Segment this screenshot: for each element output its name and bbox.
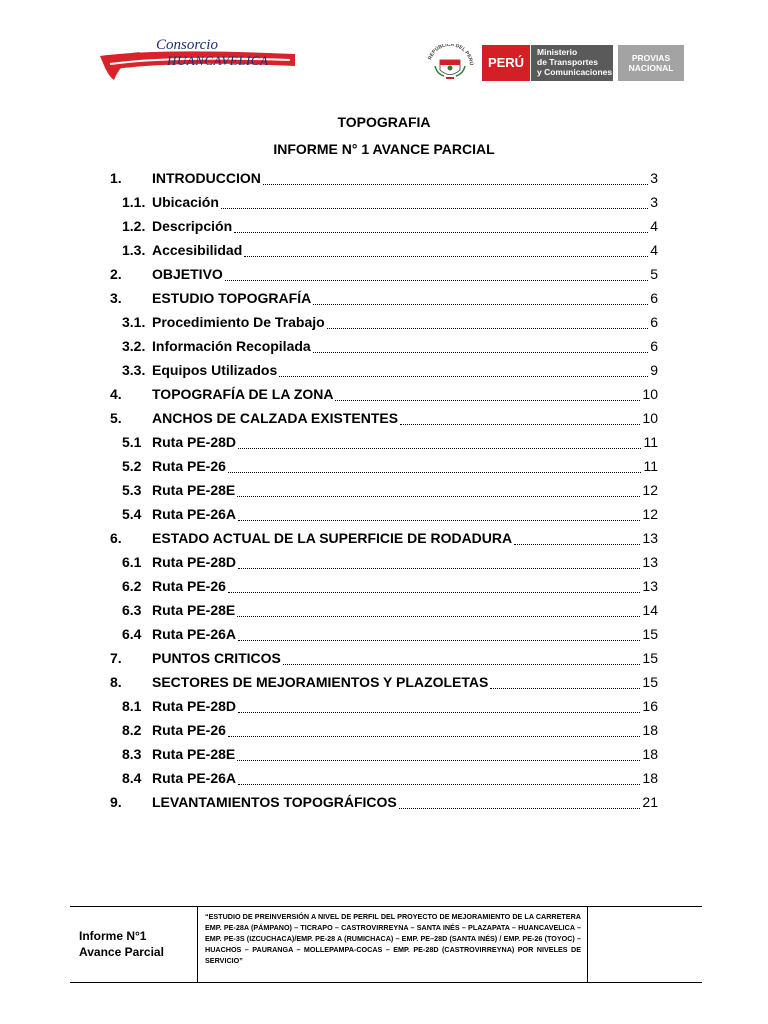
toc-entry-page: 6 bbox=[650, 290, 658, 306]
toc-entry-number: 6.1 bbox=[122, 554, 142, 570]
toc-leader-dots bbox=[238, 510, 640, 521]
toc-leader-dots bbox=[238, 558, 640, 569]
toc-leader-dots bbox=[514, 534, 640, 545]
toc-entry-label: Ruta PE-26A bbox=[152, 770, 237, 786]
toc-entry-page: 13 bbox=[642, 554, 658, 570]
toc-entry-page: 6 bbox=[650, 314, 658, 330]
toc-leader-dots bbox=[221, 198, 648, 209]
toc-leader-dots bbox=[283, 654, 641, 665]
toc-entry[interactable] bbox=[110, 166, 658, 190]
toc-entry-page: 15 bbox=[642, 674, 658, 690]
toc-leader-dots bbox=[263, 174, 648, 185]
toc-entry[interactable] bbox=[110, 694, 658, 718]
logo-text-bottom: HUANCAVELICA bbox=[167, 53, 269, 68]
toc-entry-label: SECTORES DE MEJORAMIENTOS Y PLAZOLETAS bbox=[152, 674, 489, 690]
footer-project-description: “ESTUDIO DE PREINVERSIÓN A NIVEL DE PERFIL DEL PROYECTO DE MEJORAMIENTO DE LA CARRETERA EMP. PE-28A (PÁMPANO) – TICRAPO – CASTROVIRREYNA – SANTA INÉS – PLAZAPATA – HUANCAVELICA – EMP. PE-3S (IZCUCHACA)/EMP. PE-28 A (RUMICHACA) – EMP. PE–28D (SANTA INÉS) / EMP. PE-26 (TOYOC) – HUACHOS – PAURANGA – MOLLEPAMPA-COCAS – EMP. PE-28D (CASTROVIRREYNA) POR NIVELES DE SERVICIO” bbox=[199, 907, 588, 982]
toc-leader-dots bbox=[238, 702, 640, 713]
toc-entry[interactable] bbox=[110, 406, 658, 430]
toc-entry[interactable] bbox=[110, 766, 658, 790]
toc-entry-page: 3 bbox=[650, 194, 658, 210]
toc-entry-page: 4 bbox=[650, 218, 658, 234]
toc-entry-page: 4 bbox=[650, 242, 658, 258]
toc-entry-label: Ruta PE-28D bbox=[152, 434, 237, 450]
toc-entry[interactable] bbox=[110, 718, 658, 742]
toc-entry-label: TOPOGRAFÍA DE LA ZONA bbox=[152, 386, 334, 402]
toc-entry-label: INTRODUCCION bbox=[152, 170, 261, 186]
toc-entry-page: 18 bbox=[642, 770, 658, 786]
toc-entry-page: 12 bbox=[642, 482, 658, 498]
toc-entry-label: LEVANTAMIENTOS TOPOGRÁFICOS bbox=[152, 794, 397, 810]
toc-leader-dots bbox=[238, 774, 640, 785]
svg-text:REPÚBLICA DEL PERÚ: REPÚBLICA DEL PERÚ bbox=[427, 44, 475, 66]
toc-entry-page: 6 bbox=[650, 338, 658, 354]
toc-entry-label: Procedimiento De Trabajo bbox=[152, 314, 325, 330]
toc-entry-page: 14 bbox=[642, 602, 658, 618]
toc-entry-number: 1. bbox=[110, 170, 122, 186]
toc-entry-label: Descripción bbox=[152, 218, 233, 234]
toc-entry-page: 9 bbox=[650, 362, 658, 378]
toc-entry[interactable] bbox=[110, 526, 658, 550]
toc-entry-label: Ruta PE-28D bbox=[152, 698, 237, 714]
toc-entry-number: 8. bbox=[110, 674, 122, 690]
toc-leader-dots bbox=[335, 390, 640, 401]
toc-entry-label: ANCHOS DE CALZADA EXISTENTES bbox=[152, 410, 399, 426]
toc-entry-number: 5.2 bbox=[122, 458, 142, 474]
toc-entry-page: 15 bbox=[642, 626, 658, 642]
logo-text-top: Consorcio bbox=[156, 37, 218, 53]
toc-leader-dots bbox=[225, 270, 648, 281]
toc-entry-page: 5 bbox=[650, 266, 658, 282]
toc-leader-dots bbox=[400, 414, 640, 425]
toc-entry-label: Ruta PE-26 bbox=[152, 578, 226, 594]
toc-leader-dots bbox=[238, 630, 640, 641]
toc-entry[interactable] bbox=[110, 334, 658, 358]
toc-entry-page: 18 bbox=[642, 746, 658, 762]
toc-entry[interactable] bbox=[110, 742, 658, 766]
toc-entry-label: Ubicación bbox=[152, 194, 219, 210]
toc-entry[interactable] bbox=[110, 670, 658, 694]
toc-entry-number: 6.4 bbox=[122, 626, 142, 642]
ministry-badge: Ministerio de Transportes y Comunicaciones bbox=[531, 45, 613, 81]
toc-entry-number: 3. bbox=[110, 290, 122, 306]
toc-entry-number: 1.3. bbox=[122, 242, 146, 258]
toc-entry-number: 8.2 bbox=[122, 722, 142, 738]
toc-entry-number: 8.4 bbox=[122, 770, 142, 786]
toc-entry-number: 4. bbox=[110, 386, 122, 402]
toc-entry[interactable] bbox=[110, 214, 658, 238]
peru-badge: PERÚ bbox=[482, 45, 530, 81]
toc-entry-page: 18 bbox=[642, 722, 658, 738]
toc-entry[interactable] bbox=[110, 790, 658, 814]
toc-entry[interactable] bbox=[110, 430, 658, 454]
toc-entry[interactable] bbox=[110, 358, 658, 382]
toc-leader-dots bbox=[234, 222, 648, 233]
toc-entry-page: 15 bbox=[642, 650, 658, 666]
toc-entry-page: 13 bbox=[642, 578, 658, 594]
toc-entry[interactable] bbox=[110, 622, 658, 646]
toc-entry-label: Ruta PE-26A bbox=[152, 626, 237, 642]
toc-entry-page: 12 bbox=[642, 506, 658, 522]
toc-entry-page: 10 bbox=[642, 410, 658, 426]
toc-entry[interactable] bbox=[110, 574, 658, 598]
toc-entry-page: 11 bbox=[643, 434, 658, 450]
toc-entry-label: PUNTOS CRITICOS bbox=[152, 650, 281, 666]
toc-entry-number: 6. bbox=[110, 530, 122, 546]
toc-leader-dots bbox=[399, 798, 641, 809]
toc-entry-number: 9. bbox=[110, 794, 122, 810]
toc-leader-dots bbox=[279, 366, 648, 377]
toc-entry-label: OBJETIVO bbox=[152, 266, 223, 282]
toc-entry-page: 21 bbox=[642, 794, 658, 810]
toc-entry-page: 11 bbox=[643, 458, 658, 474]
toc-entry-page: 10 bbox=[642, 386, 658, 402]
toc-leader-dots bbox=[237, 486, 640, 497]
toc-entry[interactable] bbox=[110, 382, 658, 406]
toc-entry-label: Ruta PE-28E bbox=[152, 746, 236, 762]
toc-leader-dots bbox=[313, 294, 648, 305]
toc-leader-dots bbox=[237, 606, 640, 617]
page-footer bbox=[70, 906, 702, 983]
toc-entry-label: Información Recopilada bbox=[152, 338, 311, 354]
toc-entry-number: 3.3. bbox=[122, 362, 146, 378]
toc-entry[interactable] bbox=[110, 478, 658, 502]
toc-entry-number: 5.4 bbox=[122, 506, 142, 522]
toc-entry-page: 13 bbox=[642, 530, 658, 546]
toc-entry-label: Accesibilidad bbox=[152, 242, 243, 258]
toc-entry[interactable] bbox=[110, 502, 658, 526]
toc-entry[interactable] bbox=[110, 454, 658, 478]
toc-leader-dots bbox=[238, 438, 641, 449]
toc-entry-number: 5.1 bbox=[122, 434, 142, 450]
toc-entry-label: ESTUDIO TOPOGRAFÍA bbox=[152, 290, 312, 306]
table-of-contents bbox=[110, 166, 658, 814]
toc-entry-number: 3.1. bbox=[122, 314, 146, 330]
toc-entry[interactable] bbox=[110, 190, 658, 214]
toc-entry-label: Equipos Utilizados bbox=[152, 362, 278, 378]
toc-entry-label: Ruta PE-28E bbox=[152, 602, 236, 618]
toc-entry-number: 7. bbox=[110, 650, 122, 666]
toc-entry-number: 6.2 bbox=[122, 578, 142, 594]
toc-entry[interactable] bbox=[110, 238, 658, 262]
toc-entry-page: 16 bbox=[642, 698, 658, 714]
toc-entry-number: 6.3 bbox=[122, 602, 142, 618]
toc-entry-number: 2. bbox=[110, 266, 122, 282]
toc-entry-label: Ruta PE-26 bbox=[152, 722, 226, 738]
toc-entry-number: 8.1 bbox=[122, 698, 142, 714]
toc-leader-dots bbox=[490, 678, 640, 689]
toc-entry-label: Ruta PE-28E bbox=[152, 482, 236, 498]
toc-leader-dots bbox=[228, 726, 641, 737]
toc-entry-number: 3.2. bbox=[122, 338, 146, 354]
toc-entry-number: 8.3 bbox=[122, 746, 142, 762]
toc-entry-number: 1.1. bbox=[122, 194, 146, 210]
toc-leader-dots bbox=[228, 582, 641, 593]
toc-entry-label: ESTADO ACTUAL DE LA SUPERFICIE DE RODADURA bbox=[152, 530, 513, 546]
consorcio-logo bbox=[100, 34, 295, 86]
toc-leader-dots bbox=[313, 342, 649, 353]
toc-entry[interactable] bbox=[110, 262, 658, 286]
footer-report-label: Informe N°1 Avance Parcial bbox=[70, 907, 198, 982]
document-subtitle: INFORME N° 1 AVANCE PARCIAL bbox=[273, 141, 495, 157]
toc-entry[interactable] bbox=[110, 286, 658, 310]
toc-entry[interactable] bbox=[110, 310, 658, 334]
toc-entry-number: 5. bbox=[110, 410, 122, 426]
toc-leader-dots bbox=[237, 750, 640, 761]
government-logos bbox=[424, 44, 684, 81]
toc-leader-dots bbox=[327, 318, 648, 329]
coat-of-arms-icon bbox=[424, 44, 476, 81]
provias-badge: PROVIAS NACIONAL bbox=[618, 45, 684, 81]
toc-entry-number: 5.3 bbox=[122, 482, 142, 498]
toc-entry-label: Ruta PE-26 bbox=[152, 458, 226, 474]
toc-entry[interactable] bbox=[110, 646, 658, 670]
toc-entry-number: 1.2. bbox=[122, 218, 146, 234]
toc-entry[interactable] bbox=[110, 598, 658, 622]
toc-leader-dots bbox=[228, 462, 642, 473]
document-title: TOPOGRAFIA bbox=[337, 114, 431, 130]
toc-entry-page: 3 bbox=[650, 170, 658, 186]
toc-entry-label: Ruta PE-26A bbox=[152, 506, 237, 522]
toc-entry-label: Ruta PE-28D bbox=[152, 554, 237, 570]
toc-leader-dots bbox=[244, 246, 648, 257]
toc-entry[interactable] bbox=[110, 550, 658, 574]
